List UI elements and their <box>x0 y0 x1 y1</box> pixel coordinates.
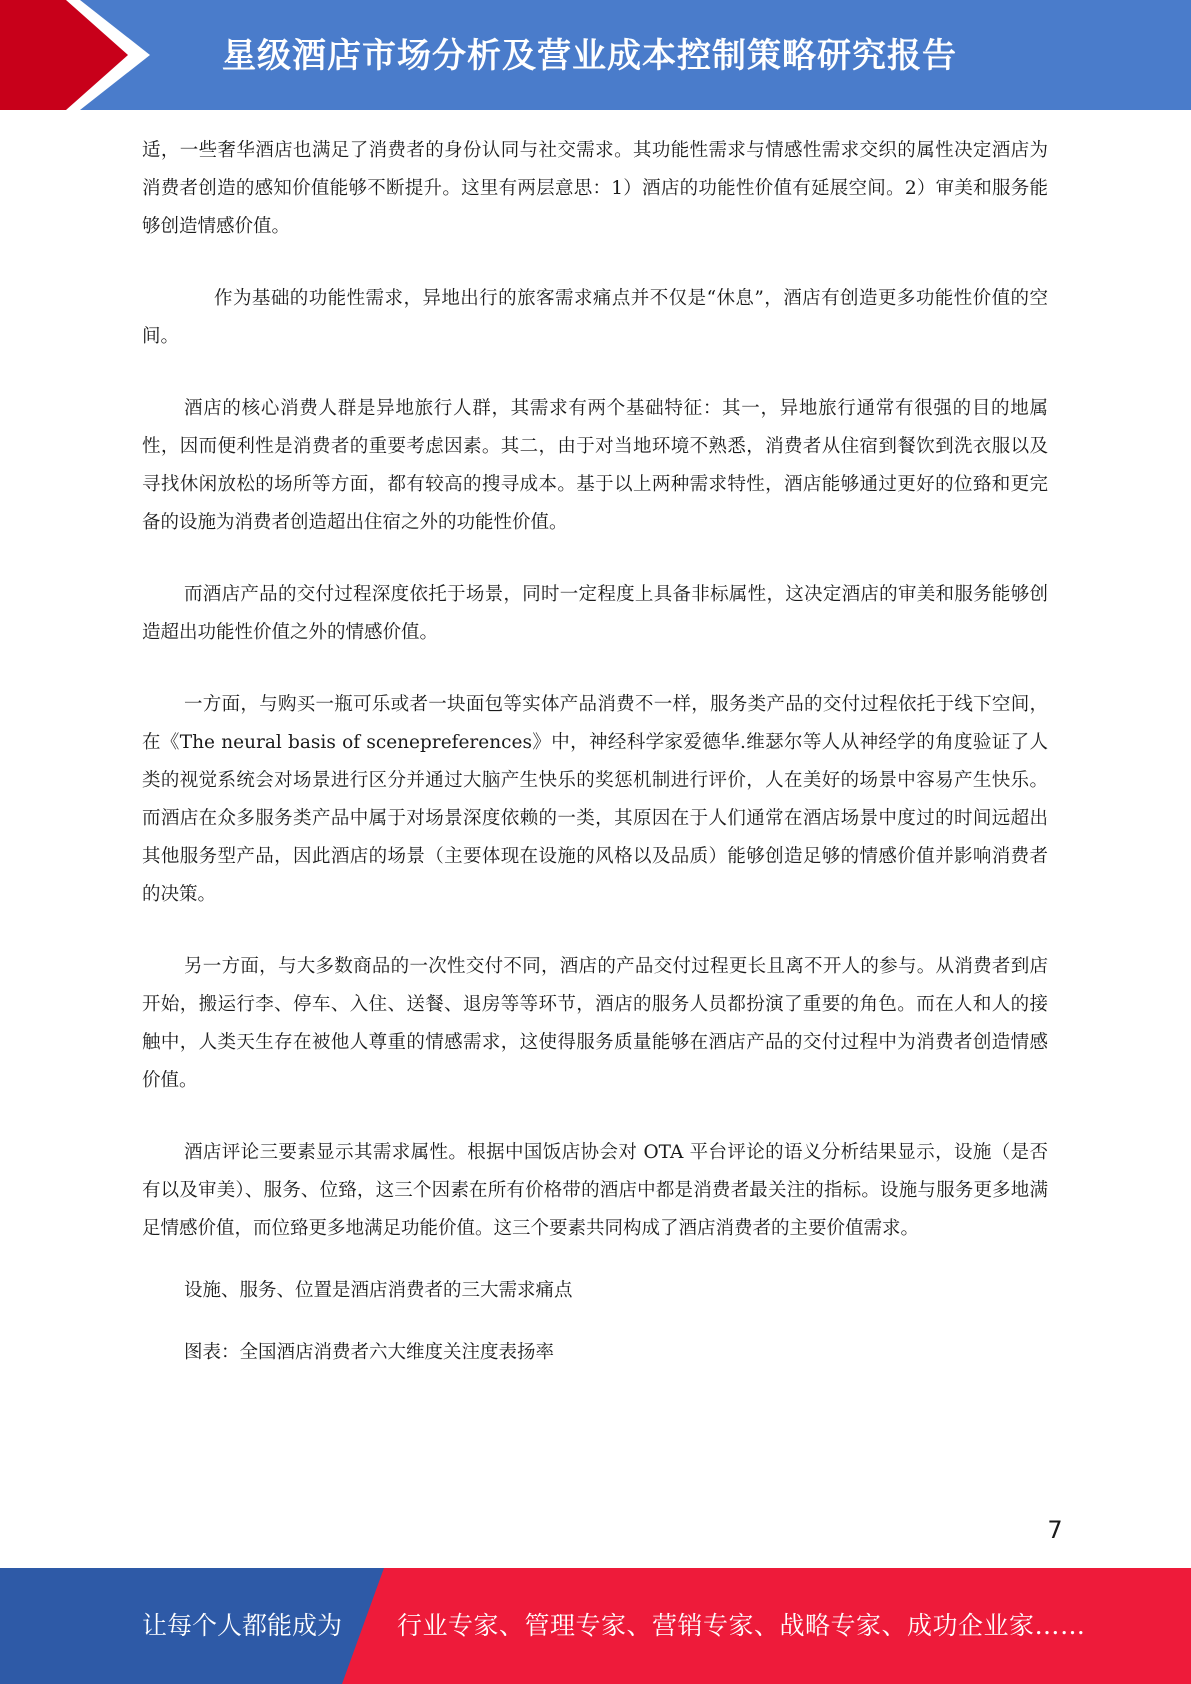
paragraph-2: 作为基础的功能性需求，异地出行的旅客需求痛点并不仅是“休息”，酒店有创造更多功能性价值的空间。 <box>142 288 1048 347</box>
paragraph-4: 而酒店产品的交付过程深度依托于场景，同时一定程度上具备非标属性，这决定酒店的审美和服务能够创造超出功能性价值之外的情感价值。 <box>142 584 1048 643</box>
chart-caption: 图表：全国酒店消费者六大维度关注度表扬率 <box>184 1342 555 1363</box>
section-heading: 设施、服务、位置是酒店消费者的三大需求痛点 <box>184 1280 573 1301</box>
footer-slogan-right: 行业专家、管理专家、营销专家、战略专家、成功企业家…… <box>397 1611 1086 1640</box>
page-footer <box>0 1568 1191 1684</box>
footer-slogan-left: 让每个人都能成为 <box>142 1611 343 1640</box>
paragraph-6: 另一方面，与大多数商品的一次性交付不同，酒店的产品交付过程更长且离不开人的参与。从消费者到店开始，搬运行李、停车、入住、送餐、退房等等环节，酒店的服务人员都扮演了重要的角色。而在人和人的接触中，人类天生存在被他人尊重的情感需求，这使得服务质量能够在酒店产品的交付过程中为消费者创造情感价值。 <box>142 956 1048 1091</box>
paragraph-5: 一方面，与购买一瓶可乐或者一块面包等实体产品消费不一样，服务类产品的交付过程依托于线下空间，在《The neural basis of scenepreferences》中，神经科学家爱德华.维瑟尔等人从神经学的角度验证了人类的视觉系统会对场景进行区分并通过大脑产生快乐的奖惩机制进行评价，人在美好的场景中容易产生快乐。而酒店在众多服务类产品中属于对场景深度依赖的一类，其原因在于人们通常在酒店场景中度过的时间远超出其他服务型产品，因此酒店的场景（主要体现在设施的风格以及品质）能够创造足够的情感价值并影响消费者的决策。 <box>142 694 1048 905</box>
page-header <box>0 0 1191 110</box>
paragraph-3: 酒店的核心消费人群是异地旅行人群，其需求有两个基础特征：其一，异地旅行通常有很强的目的地属性，因而便利性是消费者的重要考虑因素。其二，由于对当地环境不熟悉，消费者从住宿到餐饮到洗衣服以及寻找休闲放松的场所等方面，都有较高的搜寻成本。基于以上两种需求特性，酒店能够通过更好的位臵和更完备的设施为消费者创造超出住宿之外的功能性价值。 <box>142 398 1048 533</box>
page-number: 7 <box>1047 1516 1063 1544</box>
report-title: 星级酒店市场分析及营业成本控制策略研究报告 <box>222 36 957 76</box>
paragraph-7: 酒店评论三要素显示其需求属性。根据中国饭店协会对 OTA 平台评论的语义分析结果显示，设施（是否有以及审美）、服务、位臵，这三个因素在所有价格带的酒店中都是消费者最关注的指标。设施与服务更多地满足情感价值，而位臵更多地满足功能价值。这三个要素共同构成了酒店消费者的主要价值需求。 <box>142 1142 1048 1239</box>
document-body <box>142 132 1048 1406</box>
paragraph-1: 适，一些奢华酒店也满足了消费者的身份认同与社交需求。其功能性需求与情感性需求交织的属性决定酒店为消费者创造的感知价值能够不断提升。这里有两层意思：1）酒店的功能性价值有延展空间。2）审美和服务能够创造情感价值。 <box>142 140 1048 237</box>
